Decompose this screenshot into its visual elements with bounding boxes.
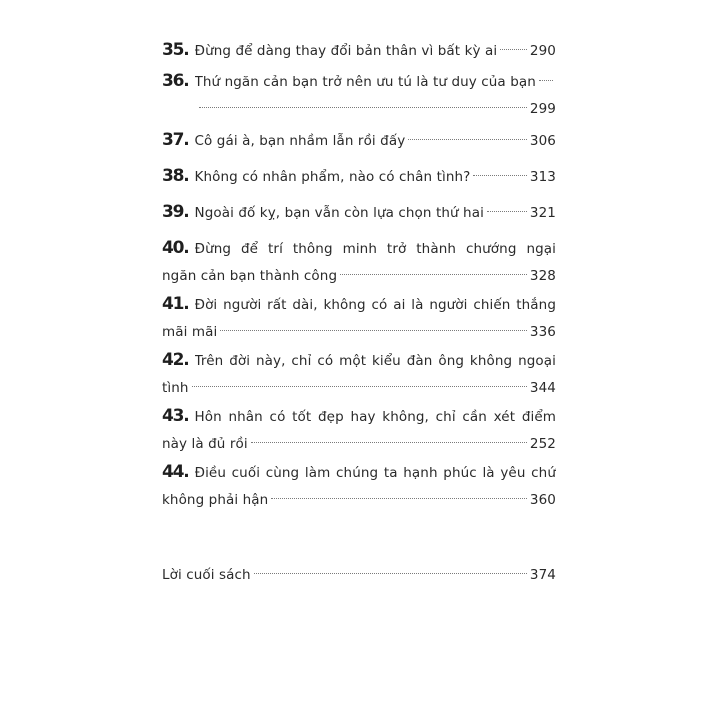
toc-entry-36[interactable] bbox=[162, 67, 556, 123]
chapter-title-continued: này là đủ rồi bbox=[162, 436, 248, 452]
dot-leader bbox=[251, 442, 527, 443]
toc-entry-38[interactable] bbox=[162, 162, 556, 190]
chapter-number: 40. bbox=[162, 238, 189, 258]
toc-entry-42[interactable] bbox=[162, 346, 556, 402]
chapter-number: 43. bbox=[162, 406, 189, 426]
chapter-number: 36. bbox=[162, 71, 189, 91]
chapter-number: 37. bbox=[162, 130, 189, 150]
dot-leader bbox=[340, 274, 527, 275]
page-number: 252 bbox=[529, 436, 556, 452]
chapter-title-continued: mãi mãi bbox=[162, 324, 218, 340]
chapter-number: 39. bbox=[162, 202, 189, 222]
dot-leader bbox=[220, 330, 527, 331]
page-number: 360 bbox=[529, 492, 556, 508]
chapter-number: 38. bbox=[162, 166, 189, 186]
toc-entry-43[interactable] bbox=[162, 402, 556, 458]
page-number: 328 bbox=[529, 268, 556, 284]
chapter-number: 42. bbox=[162, 350, 189, 370]
chapter-title: Trên đời này, chỉ có một kiểu đàn ông không ngoại bbox=[194, 353, 556, 369]
toc-entry-afterword[interactable] bbox=[162, 561, 556, 589]
page-number: 374 bbox=[529, 567, 556, 583]
chapter-title: Ngoài đố kỵ, bạn vẫn còn lựa chọn thứ hai bbox=[194, 205, 484, 221]
chapter-title-continued: không phải hận bbox=[162, 492, 269, 508]
toc-entry-41[interactable] bbox=[162, 290, 556, 346]
page-number: 336 bbox=[529, 324, 556, 340]
dot-leader bbox=[271, 498, 527, 499]
chapter-title: Không có nhân phẩm, nào có chân tình? bbox=[194, 169, 471, 185]
chapter-title: Cô gái à, bạn nhầm lẫn rồi đấy bbox=[194, 133, 406, 149]
chapter-title: Đời người rất dài, không có ai là người chiến thắng bbox=[194, 297, 556, 313]
chapter-title: Đừng để dàng thay đổi bản thân vì bất kỳ ai bbox=[194, 43, 498, 59]
dot-leader bbox=[473, 175, 527, 176]
page-number: 299 bbox=[529, 101, 556, 117]
dot-leader bbox=[539, 80, 553, 81]
dot-leader bbox=[408, 139, 527, 140]
dot-leader bbox=[254, 573, 527, 574]
dot-leader bbox=[192, 386, 527, 387]
afterword-title: Lời cuối sách bbox=[162, 567, 251, 583]
toc-entry-35[interactable] bbox=[162, 36, 556, 64]
page-number: 313 bbox=[529, 169, 556, 185]
page-number: 306 bbox=[529, 133, 556, 149]
chapter-title-continued: ngăn cản bạn thành công bbox=[162, 268, 338, 284]
dot-leader bbox=[500, 49, 527, 50]
page-number: 344 bbox=[529, 380, 556, 396]
dot-leader bbox=[487, 211, 527, 212]
page-number: 290 bbox=[529, 43, 556, 59]
dot-leader bbox=[199, 107, 527, 108]
toc-entry-40[interactable] bbox=[162, 234, 556, 290]
chapter-title: Thứ ngăn cản bạn trở nên ưu tú là tư duy của bạn bbox=[194, 74, 536, 90]
chapter-number: 35. bbox=[162, 40, 189, 60]
chapter-title-continued: tình bbox=[162, 380, 189, 396]
toc-entry-37[interactable] bbox=[162, 126, 556, 154]
chapter-number: 41. bbox=[162, 294, 189, 314]
chapter-title: Hôn nhân có tốt đẹp hay không, chỉ cần xét điểm bbox=[194, 409, 556, 425]
chapter-number: 44. bbox=[162, 462, 189, 482]
chapter-title: Điều cuối cùng làm chúng ta hạnh phúc là yêu chứ bbox=[194, 465, 556, 481]
page-number: 321 bbox=[529, 205, 556, 221]
chapter-title: Đừng để trí thông minh trở thành chướng ngại bbox=[194, 241, 556, 257]
table-of-contents bbox=[162, 36, 556, 592]
toc-entry-39[interactable] bbox=[162, 198, 556, 226]
toc-entry-44[interactable] bbox=[162, 458, 556, 514]
